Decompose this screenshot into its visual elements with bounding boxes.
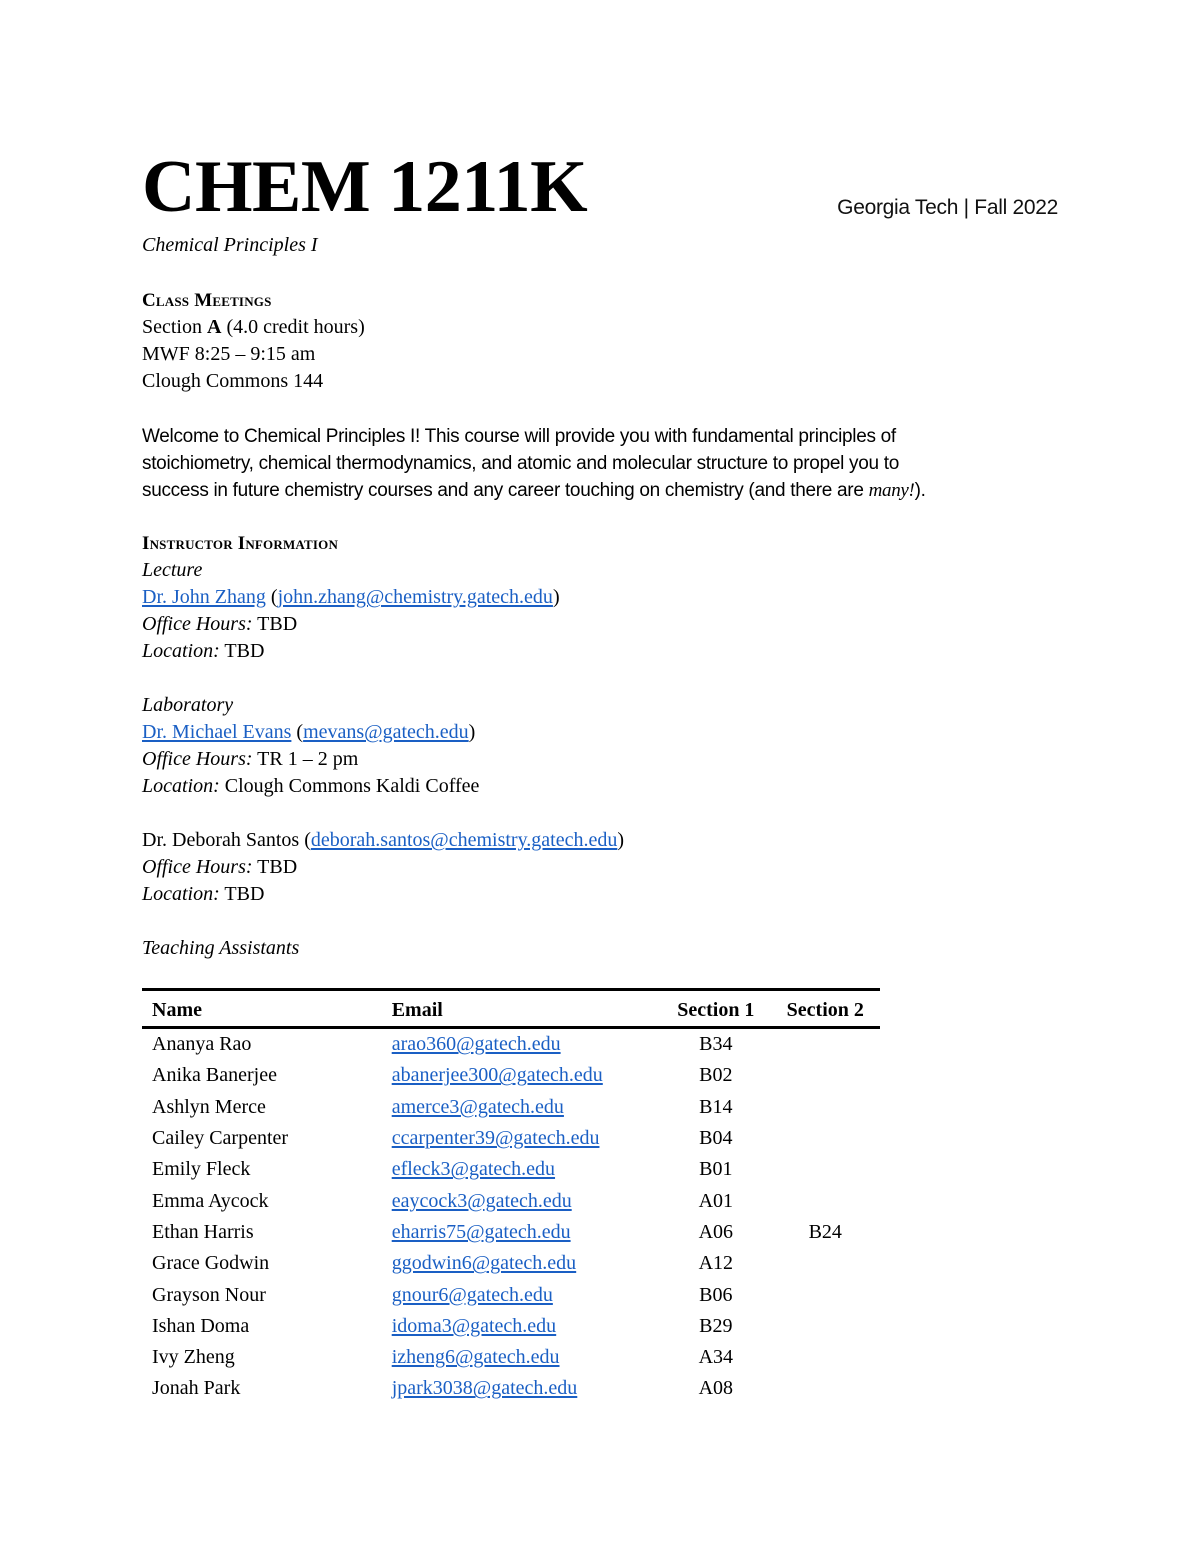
- ta-section-2: [771, 1373, 880, 1404]
- ta-name: Anika Banerjee: [152, 1064, 277, 1087]
- welcome-line-1: Welcome to Chemical Principles I! This course will provide you with fundamental principles of: [142, 426, 896, 447]
- spacer: [142, 665, 624, 692]
- table-row: [142, 1311, 880, 1342]
- lab-instructor-2-name: Dr. Deborah Santos: [142, 829, 300, 851]
- ta-email-link[interactable]: amerce3@gatech.edu: [391, 1095, 564, 1118]
- ta-section-1: A08: [698, 1377, 734, 1400]
- column-header-section-1: Section 1: [661, 990, 770, 1028]
- office-hours-label: Office Hours:: [142, 748, 253, 770]
- ta-section-2: [771, 1311, 880, 1342]
- lecture-location: [142, 638, 624, 665]
- ta-section-1: B04: [699, 1127, 733, 1150]
- class-meetings-section: [142, 287, 365, 395]
- class-meetings-heading: Class Meetings: [142, 290, 272, 311]
- ta-email-cell: [382, 1123, 661, 1154]
- welcome-emphasis: many!: [868, 480, 915, 501]
- column-header-section-2: Section 2: [771, 990, 880, 1028]
- ta-section-2: [771, 1154, 880, 1185]
- office-hours-label: Office Hours:: [142, 613, 253, 635]
- spacer: [142, 908, 624, 935]
- ta-email-link[interactable]: ggodwin6@gatech.edu: [391, 1252, 577, 1275]
- ta-section-2: [771, 1060, 880, 1091]
- ta-section-2: [771, 1123, 880, 1154]
- lecture-instructor: Dr. John Zhang (john.zhang@chemistry.gatech.edu): [142, 586, 560, 608]
- ta-section-1: A12: [698, 1252, 734, 1275]
- lab2-office-hours: [142, 854, 624, 881]
- table-row: [142, 1092, 880, 1123]
- lab-instructor-email-link[interactable]: mevans@gatech.edu: [303, 721, 469, 743]
- table-header-row: [142, 990, 880, 1028]
- table-row: [142, 1217, 880, 1248]
- ta-email-cell: [382, 1154, 661, 1185]
- ta-email-cell: [382, 1248, 661, 1279]
- table-row: [142, 1342, 880, 1373]
- meeting-schedule: MWF 8:25 – 9:15 am: [142, 343, 316, 365]
- ta-section-1: B02: [699, 1064, 733, 1087]
- instructor-info-heading: Instructor Information: [142, 533, 339, 554]
- location-value: TBD: [219, 883, 265, 905]
- institution-term: Georgia Tech | Fall 2022: [837, 196, 1058, 219]
- table-row: [142, 1028, 880, 1061]
- lab-instructor: Dr. Michael Evans (mevans@gatech.edu): [142, 721, 476, 743]
- lab-instructor-2-email-link[interactable]: deborah.santos@chemistry.gatech.edu: [310, 829, 618, 851]
- ta-section-1: B34: [699, 1033, 733, 1056]
- ta-section-2: [771, 1028, 880, 1061]
- lab-location: [142, 773, 624, 800]
- column-header-email: Email: [382, 990, 661, 1028]
- lab2-location: [142, 881, 624, 908]
- ta-email-link[interactable]: efleck3@gatech.edu: [391, 1158, 556, 1181]
- section-info: [142, 314, 365, 341]
- ta-section-1: B14: [699, 1095, 733, 1118]
- ta-section-2: B24: [808, 1220, 842, 1243]
- spacer: [142, 800, 624, 827]
- table-row: [142, 1248, 880, 1279]
- ta-section-1: A34: [698, 1346, 734, 1369]
- column-header-name: Name: [142, 990, 382, 1028]
- section-letter: A: [207, 316, 222, 338]
- ta-email-link[interactable]: jpark3038@gatech.edu: [391, 1377, 578, 1400]
- table-row: [142, 1373, 880, 1404]
- ta-section-2: [771, 1248, 880, 1279]
- ta-email-link[interactable]: eaycock3@gatech.edu: [391, 1189, 572, 1212]
- table-row: [142, 1279, 880, 1310]
- location-label: Location:: [142, 640, 220, 662]
- ta-section-2: [771, 1092, 880, 1123]
- ta-email-link[interactable]: eharris75@gatech.edu: [391, 1220, 571, 1243]
- ta-section-1: B06: [699, 1283, 733, 1306]
- ta-name: Ivy Zheng: [152, 1346, 235, 1369]
- lecture-instructor-email-link[interactable]: john.zhang@chemistry.gatech.edu: [277, 586, 553, 608]
- table-row: [142, 1154, 880, 1185]
- location-value: TBD: [219, 640, 265, 662]
- instructor-information-section: [142, 530, 624, 962]
- location-value: Clough Commons Kaldi Coffee: [219, 775, 480, 797]
- ta-email-cell: [382, 1092, 661, 1123]
- location-label: Location:: [142, 775, 220, 797]
- ta-email-cell: [382, 1311, 661, 1342]
- ta-email-link[interactable]: izheng6@gatech.edu: [391, 1346, 560, 1369]
- ta-email-cell: [382, 1373, 661, 1404]
- ta-email-cell: [382, 1060, 661, 1091]
- ta-section-1: B29: [699, 1314, 733, 1337]
- lecture-instructor-name-link[interactable]: Dr. John Zhang: [142, 586, 266, 608]
- table-row: [142, 1123, 880, 1154]
- ta-name: Grayson Nour: [152, 1283, 266, 1306]
- lecture-label: Lecture: [142, 559, 203, 581]
- ta-email-cell: [382, 1028, 661, 1061]
- office-hours-value: TR 1 – 2 pm: [252, 748, 359, 770]
- ta-section-1: A06: [698, 1220, 734, 1243]
- table-body: [142, 1028, 880, 1405]
- course-subtitle: Chemical Principles I: [142, 234, 318, 256]
- ta-email-link[interactable]: arao360@gatech.edu: [391, 1033, 561, 1056]
- welcome-line-3-text: success in future chemistry courses and any career touching on chemistry (and there are: [142, 480, 869, 501]
- office-hours-label: Office Hours:: [142, 856, 253, 878]
- ta-email-cell: [382, 1185, 661, 1216]
- table-row: [142, 1185, 880, 1216]
- section-prefix: Section: [142, 316, 207, 338]
- meeting-location: Clough Commons 144: [142, 370, 324, 392]
- ta-email-link[interactable]: gnour6@gatech.edu: [391, 1283, 553, 1306]
- ta-name: Grace Godwin: [152, 1252, 270, 1275]
- welcome-paragraph: [142, 423, 1082, 504]
- table-row: [142, 1060, 880, 1091]
- ta-section-2: [771, 1279, 880, 1310]
- ta-name: Ethan Harris: [152, 1220, 254, 1243]
- section-credits: (4.0 credit hours): [221, 316, 365, 338]
- ta-email-cell: [382, 1342, 661, 1373]
- ta-name: Ananya Rao: [152, 1033, 252, 1056]
- ta-name: Jonah Park: [152, 1377, 241, 1400]
- laboratory-label: Laboratory: [142, 694, 234, 716]
- office-hours-value: TBD: [252, 856, 298, 878]
- lecture-office-hours: [142, 611, 624, 638]
- ta-email-link[interactable]: idoma3@gatech.edu: [391, 1314, 557, 1337]
- ta-section-2: [771, 1185, 880, 1216]
- ta-section-2: [771, 1342, 880, 1373]
- ta-email-cell: [382, 1279, 661, 1310]
- welcome-line-3-end: ).: [914, 480, 926, 501]
- ta-email-cell: [382, 1217, 661, 1248]
- ta-section-1: B01: [699, 1158, 733, 1181]
- ta-name: Ashlyn Merce: [152, 1095, 266, 1118]
- ta-name: Emily Fleck: [152, 1158, 251, 1181]
- ta-email-link[interactable]: abanerjee300@gatech.edu: [391, 1064, 603, 1087]
- ta-name: Emma Aycock: [152, 1189, 269, 1212]
- ta-name: Cailey Carpenter: [152, 1127, 289, 1150]
- ta-name: Ishan Doma: [152, 1314, 250, 1337]
- location-label: Location:: [142, 883, 220, 905]
- welcome-line-3: [142, 477, 1082, 504]
- lab-office-hours: [142, 746, 624, 773]
- lab-instructor-name-link[interactable]: Dr. Michael Evans: [142, 721, 292, 743]
- course-code-title: CHEM 1211K: [142, 146, 588, 228]
- welcome-line-2: stoichiometry, chemical thermodynamics, and atomic and molecular structure to propel you to: [142, 453, 899, 474]
- teaching-assistants-table: [142, 988, 880, 1405]
- office-hours-value: TBD: [252, 613, 298, 635]
- lab-instructor-2: Dr. Deborah Santos (deborah.santos@chemistry.gatech.edu): [142, 829, 625, 851]
- ta-email-link[interactable]: ccarpenter39@gatech.edu: [391, 1127, 600, 1150]
- teaching-assistants-label: Teaching Assistants: [142, 937, 300, 959]
- ta-section-1: A01: [698, 1189, 734, 1212]
